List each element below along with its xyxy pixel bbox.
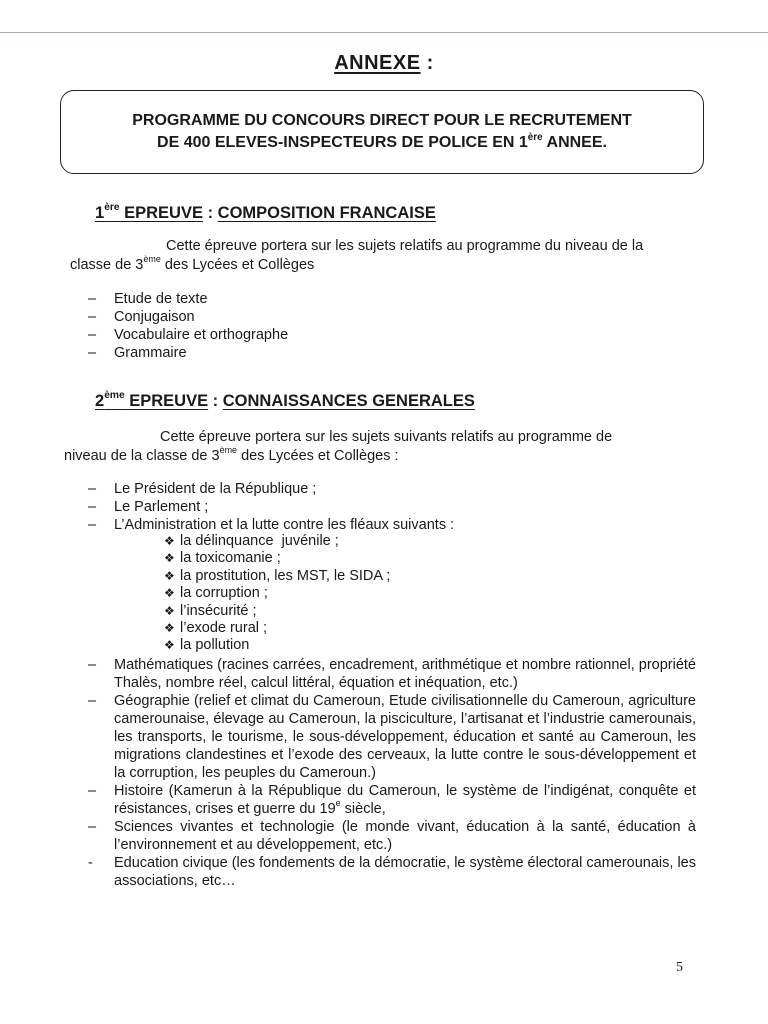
program-title-line2-text: DE 400 ELEVES-INSPECTEURS DE POLICE EN 1 bbox=[157, 134, 528, 151]
epreuve1-head: EPREUVE bbox=[119, 204, 203, 222]
list-item-text: Conjugaison bbox=[114, 309, 195, 325]
epreuve1-intro bbox=[70, 237, 690, 275]
fleau-text: l’insécurité ; bbox=[180, 602, 257, 619]
list-item bbox=[88, 290, 648, 308]
epreuve2-sep: : bbox=[208, 392, 223, 410]
math-text: Mathématiques (racines carrées, encadrement, arithmétique et nombre rationnel, propriété Thalès, nombre réel, calcul littéral, équation et inéquation, etc.) bbox=[114, 657, 696, 691]
top-rule bbox=[0, 32, 768, 33]
epreuve1-intro-line1 bbox=[70, 237, 690, 256]
fleau-text: la toxicomanie ; bbox=[180, 550, 281, 567]
diamond-bullet-icon: ❖ bbox=[164, 621, 175, 636]
dash-bullet: – bbox=[88, 657, 97, 673]
epreuve1-intro-l2-post: des Lycées et Collèges bbox=[160, 257, 315, 273]
diamond-bullet-icon: ❖ bbox=[164, 568, 175, 583]
list-item-text: Grammaire bbox=[114, 345, 187, 361]
epreuve2-intro-line1 bbox=[64, 428, 694, 447]
program-title-box bbox=[60, 90, 704, 174]
dash-bullet: – bbox=[88, 517, 97, 533]
diamond-bullet-icon: ❖ bbox=[164, 551, 175, 566]
dash-bullet: – bbox=[88, 327, 97, 343]
epreuve2-num: 2 bbox=[95, 392, 105, 410]
program-title-line2-sup: ère bbox=[527, 131, 543, 143]
annexe-heading bbox=[0, 52, 768, 75]
diamond-bullet-icon: ❖ bbox=[164, 534, 175, 548]
epreuve1-label bbox=[95, 204, 203, 222]
fleau-item bbox=[164, 637, 390, 654]
list-item-text: Le Président de la République ; bbox=[114, 481, 317, 497]
page-number: 5 bbox=[676, 960, 683, 975]
diamond-bullet-icon: ❖ bbox=[164, 603, 175, 618]
annexe-suffix: : bbox=[420, 52, 434, 74]
dash-bullet: – bbox=[88, 291, 97, 307]
program-title-line1: PROGRAMME DU CONCOURS DIRECT POUR LE RECRUTEMENT bbox=[132, 112, 632, 129]
list-item bbox=[88, 498, 688, 516]
geo-text: Géographie (relief et climat du Cameroun, Etude civilisationnelle du Cameroun, agriculture camerounaise, élevage au Cameroun, la pisciculture, l’artisanat et l’industrie camerounais, les transports, le tourisme, le sous-développement, éducation et santé au Cameroun, les migrations clandestines et l’exode des cerveaux, la lutte contre le sous-développement et la corruption, les peuples du Cameroun.) bbox=[114, 693, 696, 781]
fleau-text: la délinquance juvénile ; bbox=[180, 533, 339, 549]
dash-bullet: – bbox=[88, 499, 97, 515]
diamond-bullet-icon: ❖ bbox=[164, 638, 175, 653]
list-item bbox=[88, 782, 696, 818]
list-item bbox=[88, 818, 696, 854]
dash-bullet: – bbox=[88, 309, 97, 325]
fleau-text: l’exode rural ; bbox=[180, 620, 268, 637]
epreuve2-intro bbox=[64, 428, 694, 466]
list-item bbox=[88, 308, 648, 326]
epreuve1-list bbox=[88, 290, 648, 362]
civique-text: Education civique (les fondements de la démocratie, le système électoral camerounais, les associations, etc… bbox=[114, 855, 696, 889]
fleau-item bbox=[164, 603, 390, 620]
list-item bbox=[88, 692, 696, 782]
list-item bbox=[88, 656, 696, 692]
list-item bbox=[88, 516, 688, 534]
fleau-text: la pollution bbox=[180, 637, 250, 654]
fleau-text: la corruption ; bbox=[180, 585, 268, 602]
dash-bullet: – bbox=[88, 345, 97, 361]
fleau-item bbox=[164, 620, 390, 637]
epreuve1-subject: COMPOSITION FRANCAISE bbox=[217, 204, 436, 222]
epreuve2-intro-l2-sup: ème bbox=[219, 445, 238, 456]
dash-bullet: – bbox=[88, 693, 97, 709]
epreuve1-heading bbox=[95, 204, 436, 223]
list-item bbox=[88, 326, 648, 344]
list-item bbox=[88, 344, 648, 362]
epreuve2-heading bbox=[95, 392, 475, 411]
list-item-text: L’Administration et la lutte contre les fléaux suivants : bbox=[114, 517, 455, 533]
dash-bullet: – bbox=[88, 783, 97, 799]
dash-bullet: – bbox=[88, 819, 97, 835]
epreuve1-num: 1 bbox=[95, 204, 105, 222]
dash-bullet: - bbox=[88, 855, 93, 871]
list-item-text: Le Parlement ; bbox=[114, 499, 209, 515]
fleau-item bbox=[164, 533, 390, 550]
annexe-title: ANNEXE bbox=[334, 52, 421, 74]
list-item bbox=[88, 480, 688, 498]
dash-bullet: – bbox=[88, 481, 97, 497]
epreuve2-num-sup: ème bbox=[104, 390, 125, 402]
epreuve1-num-sup: ère bbox=[104, 202, 120, 214]
epreuve2-head: EPREUVE bbox=[124, 392, 209, 410]
epreuve2-label bbox=[95, 392, 208, 410]
epreuve1-intro-line2 bbox=[70, 256, 690, 275]
program-title-line2-end: ANNEE. bbox=[542, 134, 607, 151]
epreuve2-list-subjects bbox=[88, 656, 696, 890]
epreuve2-subject: CONNAISSANCES GENERALES bbox=[222, 392, 475, 410]
fleau-item bbox=[164, 550, 390, 567]
fleau-item bbox=[164, 585, 390, 602]
hist-text: Histoire (Kamerun à la République du Cameroun, le système de l’indigénat, conquête et résistances, crises et guerre du 19 bbox=[114, 783, 696, 817]
list-item-text: Vocabulaire et orthographe bbox=[114, 327, 289, 343]
list-item-text: Etude de texte bbox=[114, 291, 208, 307]
list-item bbox=[88, 854, 696, 890]
epreuve1-sep: : bbox=[202, 204, 218, 222]
fleaux-list bbox=[164, 533, 390, 655]
epreuve2-intro-l2-post: des Lycées et Collèges : bbox=[237, 448, 399, 464]
epreuve2-intro-line2 bbox=[64, 447, 694, 466]
program-title-line2 bbox=[157, 132, 607, 154]
fleau-item bbox=[164, 568, 390, 585]
sciences-text: Sciences vivantes et technologie (le monde vivant, éducation à la santé, éducation à l’environnement et au développement, etc.) bbox=[114, 819, 696, 853]
hist-sup: e bbox=[335, 798, 341, 809]
diamond-bullet-icon: ❖ bbox=[164, 586, 175, 601]
epreuve2-list-top bbox=[88, 480, 688, 534]
epreuve2-intro-l1: Cette épreuve portera sur les sujets suivants relatifs au programme de bbox=[160, 429, 613, 445]
epreuve1-intro-l2-sup: ème bbox=[143, 254, 161, 265]
epreuve1-intro-l2-pre: classe de 3 bbox=[70, 257, 144, 273]
hist-text-end: siècle, bbox=[340, 801, 386, 817]
fleau-text: la prostitution, les MST, le SIDA ; bbox=[180, 567, 391, 584]
epreuve2-intro-l2-pre: niveau de la classe de 3 bbox=[64, 448, 220, 464]
epreuve1-intro-l1: Cette épreuve portera sur les sujets relatifs au programme du niveau de la bbox=[166, 238, 644, 254]
